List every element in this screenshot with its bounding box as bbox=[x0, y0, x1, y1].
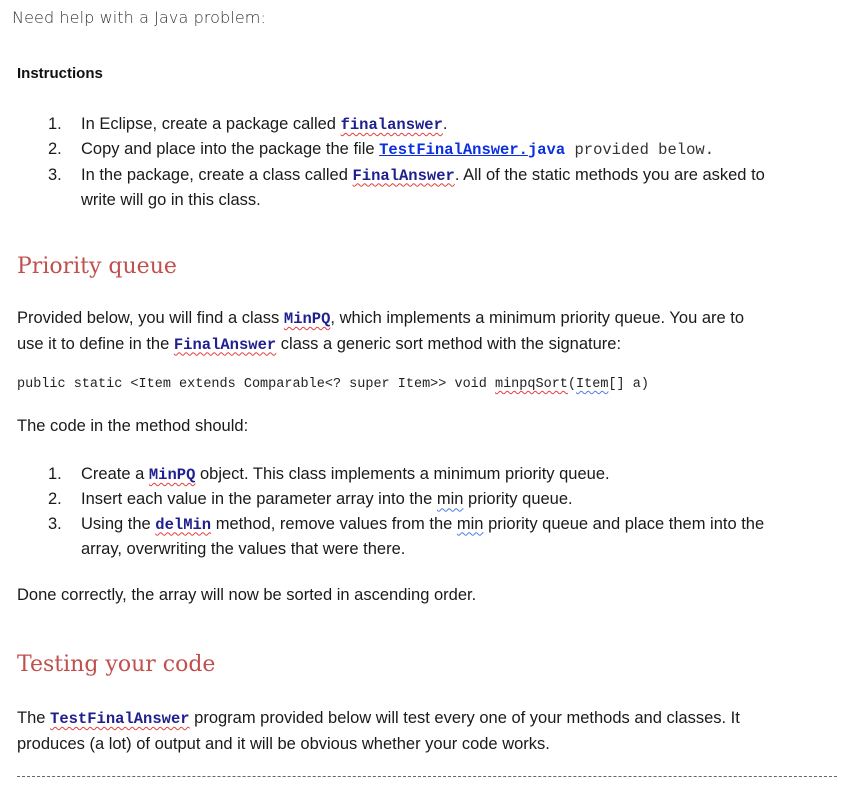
list-number: 2. bbox=[48, 490, 62, 509]
test-file-link[interactable]: TestFinalAnswer.java bbox=[379, 141, 566, 160]
priority-queue-description: Provided below, you will find a class MinPQ, which implements a minimum priority queue. You are to use it to define in the FinalAnswer class a generic sort method with the signature: bbox=[17, 309, 745, 354]
instructions-title: Instructions bbox=[17, 65, 103, 82]
code-delmin: delMin bbox=[155, 515, 212, 534]
text: In Eclipse, create a package called bbox=[81, 115, 341, 133]
step-item: 1. Create a MinPQ object. This class implements a minimum priority queue. bbox=[48, 462, 848, 487]
steps-list bbox=[48, 462, 848, 561]
text: provided below. bbox=[565, 141, 714, 160]
instruction-item bbox=[48, 163, 848, 213]
list-number: 3. bbox=[48, 514, 62, 533]
dashed-divider bbox=[17, 776, 837, 777]
instruction-item bbox=[48, 112, 848, 137]
method-should-label: The code in the method should: bbox=[17, 417, 249, 435]
code-package-name: finalanswer bbox=[340, 116, 443, 134]
instructions-list bbox=[48, 112, 848, 212]
step-item: 3. Using the delMin method, remove values from the min priority queue and place them into the array, overwriting the values that were there. bbox=[48, 512, 848, 562]
text: write will go in this class. bbox=[81, 190, 261, 209]
code-minpq: MinPQ bbox=[148, 466, 196, 484]
text: . All of the static methods you are asked to bbox=[454, 165, 765, 184]
list-number: 1. bbox=[48, 465, 62, 483]
code-minpq: MinPQ bbox=[283, 310, 331, 328]
section-heading-testing: Testing your code bbox=[17, 652, 216, 677]
testing-description: The TestFinalAnswer program provided below will test every one of your methods and classes. It produces (a lot) of output and it will be obvious whether your code works. bbox=[17, 709, 740, 753]
done-note: Done correctly, the array will now be sorted in ascending order. bbox=[17, 586, 477, 604]
question-intro: Need help with a Java problem: bbox=[12, 8, 266, 27]
step-item: 2. Insert each value in the parameter array into the min priority queue. bbox=[48, 487, 848, 511]
text: . bbox=[442, 115, 448, 133]
method-signature: public static <Item extends Comparable<? super Item>> void minpqSort(Item[] a) bbox=[17, 377, 649, 392]
list-number: 2. bbox=[48, 140, 62, 159]
text: Copy and place into the package the file bbox=[81, 140, 380, 159]
code-class-name: FinalAnswer bbox=[352, 166, 455, 185]
section-heading-priority-queue: Priority queue bbox=[17, 254, 177, 279]
text: In the package, create a class called bbox=[81, 165, 353, 184]
list-number: 1. bbox=[48, 115, 62, 133]
code-testfinalanswer: TestFinalAnswer bbox=[50, 710, 190, 728]
instruction-item bbox=[48, 137, 848, 162]
list-number: 3. bbox=[48, 165, 62, 184]
code-finalanswer: FinalAnswer bbox=[173, 335, 277, 354]
